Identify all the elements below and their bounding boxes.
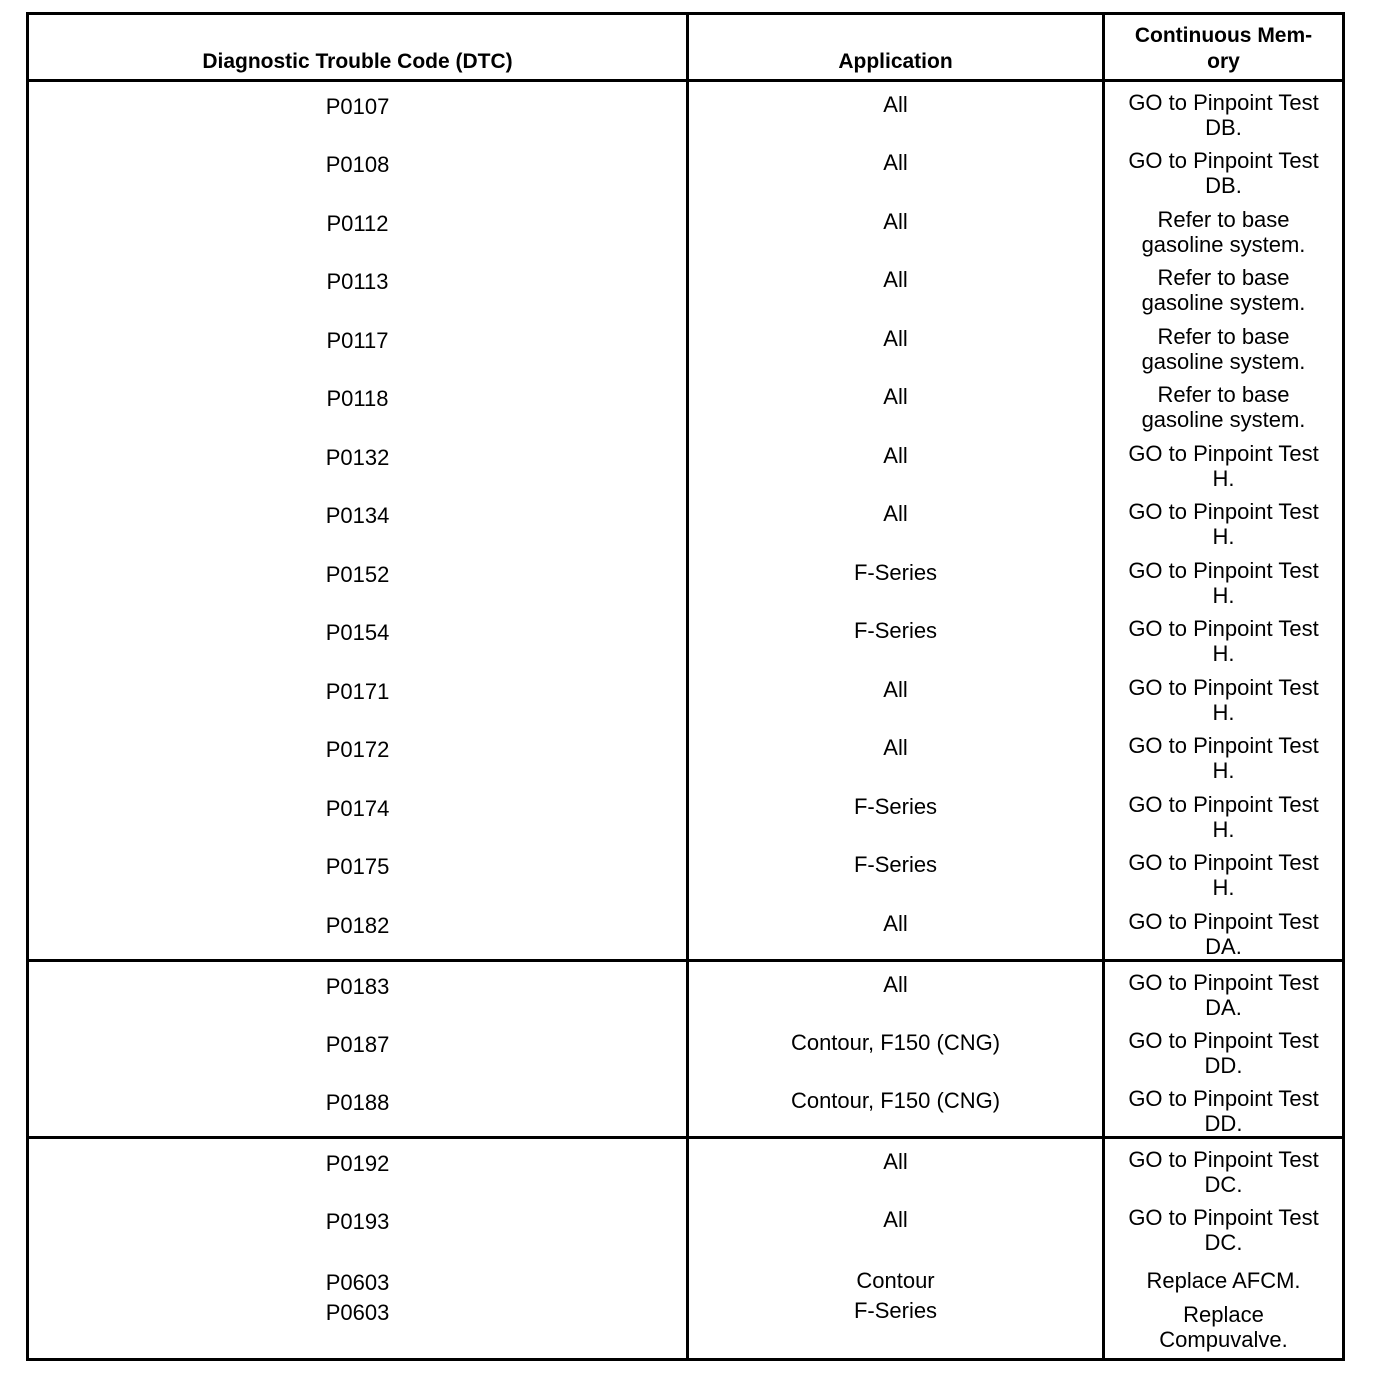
memory-line1: GO to Pinpoint Test <box>1128 499 1319 524</box>
memory-line1: GO to Pinpoint Test <box>1128 674 1319 700</box>
table-row <box>28 81 1344 141</box>
continuous-memory <box>1104 316 1344 375</box>
application: All <box>688 316 1104 375</box>
memory-line2: H. <box>1212 816 1235 842</box>
memory-line1: Replace <box>1183 1301 1264 1327</box>
memory-line2: DB. <box>1205 173 1242 198</box>
table-row <box>28 1138 1344 1198</box>
application: All <box>688 81 1104 141</box>
memory-line1: Refer to base <box>1157 206 1290 232</box>
continuous-memory <box>1104 725 1344 784</box>
memory-line2: H. <box>1212 524 1235 549</box>
table-row <box>28 725 1344 784</box>
dtc-code: P0187 <box>28 1020 688 1079</box>
table-row <box>28 491 1344 550</box>
dtc-code: P0174 <box>28 784 688 843</box>
table-row <box>28 842 1344 901</box>
dtc-code: P0188 <box>28 1078 688 1138</box>
memory-line2: DB. <box>1205 115 1242 140</box>
table-row <box>28 199 1344 258</box>
memory-line1: GO to Pinpoint Test <box>1128 733 1319 758</box>
memory-line1: GO to Pinpoint Test <box>1128 791 1319 817</box>
dtc-code: P0132 <box>28 433 688 492</box>
memory-line1: GO to Pinpoint Test <box>1128 969 1319 995</box>
memory-line2: DD. <box>1204 1052 1243 1078</box>
continuous-memory <box>1104 667 1344 726</box>
memory-line1: GO to Pinpoint Test <box>1128 557 1319 583</box>
table-row <box>28 1078 1344 1138</box>
memory-line2: DD. <box>1204 1111 1243 1136</box>
memory-line2: DA. <box>1205 933 1242 959</box>
dtc-code: P0603 <box>28 1296 688 1360</box>
table-row <box>28 608 1344 667</box>
dtc-code: P0108 <box>28 140 688 199</box>
memory-line1: GO to Pinpoint Test <box>1128 440 1319 466</box>
application: All <box>688 725 1104 784</box>
dtc-code: P0134 <box>28 491 688 550</box>
memory-line2: DC. <box>1204 1230 1243 1255</box>
application: Contour, F150 (CNG) <box>688 1020 1104 1079</box>
continuous-memory <box>1104 1078 1344 1138</box>
dtc-code: P0171 <box>28 667 688 726</box>
header-memory-line2: ory <box>1207 50 1240 73</box>
application: F-Series <box>688 608 1104 667</box>
application: All <box>688 901 1104 961</box>
memory-line1: GO to Pinpoint Test <box>1128 90 1319 115</box>
continuous-memory <box>1104 1256 1344 1296</box>
memory-line2: Compuvalve. <box>1159 1326 1288 1352</box>
dtc-code: P0172 <box>28 725 688 784</box>
dtc-code: P0117 <box>28 316 688 375</box>
application: All <box>688 140 1104 199</box>
application: All <box>688 491 1104 550</box>
continuous-memory <box>1104 140 1344 199</box>
table-row <box>28 1197 1344 1256</box>
header-memory-line1: Continuous Mem- <box>1134 24 1313 47</box>
memory-line2: gasoline system. <box>1141 231 1306 257</box>
memory-line2: H. <box>1212 875 1235 900</box>
application: All <box>688 1197 1104 1256</box>
dtc-code: P0154 <box>28 608 688 667</box>
continuous-memory <box>1104 1296 1344 1360</box>
memory-line1: GO to Pinpoint Test <box>1128 148 1319 173</box>
continuous-memory <box>1104 1138 1344 1198</box>
application: All <box>688 1138 1104 1198</box>
dtc-code: P0183 <box>28 960 688 1020</box>
memory-line2: gasoline system. <box>1141 407 1306 432</box>
memory-line2: H. <box>1212 641 1235 666</box>
continuous-memory <box>1104 374 1344 433</box>
continuous-memory <box>1104 550 1344 609</box>
memory-line2: H. <box>1212 465 1235 491</box>
header-dtc: Diagnostic Trouble Code (DTC) <box>28 14 688 81</box>
table-row <box>28 1020 1344 1079</box>
application: F-Series <box>688 1296 1104 1360</box>
table-row <box>28 1256 1344 1296</box>
memory-line1: GO to Pinpoint Test <box>1128 1205 1319 1230</box>
continuous-memory <box>1104 1020 1344 1079</box>
application: F-Series <box>688 842 1104 901</box>
memory-line1: GO to Pinpoint Test <box>1128 850 1319 875</box>
dtc-code: P0112 <box>28 199 688 258</box>
dtc-code: P0113 <box>28 257 688 316</box>
memory-line2: gasoline system. <box>1141 348 1306 374</box>
memory-line2: DC. <box>1204 1172 1243 1197</box>
memory-line1: Replace AFCM. <box>1146 1267 1301 1293</box>
dtc-code: P0152 <box>28 550 688 609</box>
table-row <box>28 901 1344 961</box>
application: Contour <box>688 1256 1104 1296</box>
dtc-code: P0193 <box>28 1197 688 1256</box>
application: F-Series <box>688 550 1104 609</box>
table-row <box>28 433 1344 492</box>
dtc-code: P0192 <box>28 1138 688 1198</box>
continuous-memory <box>1104 901 1344 961</box>
table-group-3 <box>28 1138 1344 1360</box>
dtc-code: P0182 <box>28 901 688 961</box>
table-row <box>28 374 1344 433</box>
application: All <box>688 199 1104 258</box>
dtc-code: P0107 <box>28 81 688 141</box>
continuous-memory <box>1104 199 1344 258</box>
table-row <box>28 960 1344 1020</box>
application: All <box>688 960 1104 1020</box>
dtc-code: P0603 <box>28 1256 688 1296</box>
header-continuous-memory <box>1104 14 1344 81</box>
memory-line1: Refer to base <box>1157 323 1290 349</box>
application: All <box>688 667 1104 726</box>
continuous-memory <box>1104 1197 1344 1256</box>
continuous-memory <box>1104 433 1344 492</box>
memory-line2: H. <box>1212 582 1235 608</box>
memory-line2: H. <box>1212 699 1235 725</box>
continuous-memory <box>1104 960 1344 1020</box>
application: F-Series <box>688 784 1104 843</box>
continuous-memory <box>1104 257 1344 316</box>
continuous-memory <box>1104 491 1344 550</box>
continuous-memory <box>1104 842 1344 901</box>
memory-line1: GO to Pinpoint Test <box>1128 1086 1319 1111</box>
table-row <box>28 667 1344 726</box>
memory-line1: GO to Pinpoint Test <box>1128 616 1319 641</box>
memory-line1: GO to Pinpoint Test <box>1128 1027 1319 1053</box>
table-row <box>28 784 1344 843</box>
memory-line1: GO to Pinpoint Test <box>1128 1147 1319 1172</box>
table-row <box>28 316 1344 375</box>
dtc-code: P0118 <box>28 374 688 433</box>
application: Contour, F150 (CNG) <box>688 1078 1104 1138</box>
continuous-memory <box>1104 81 1344 141</box>
dtc-code: P0175 <box>28 842 688 901</box>
table-row <box>28 257 1344 316</box>
table-row <box>28 140 1344 199</box>
continuous-memory <box>1104 608 1344 667</box>
application: All <box>688 257 1104 316</box>
memory-line1: Refer to base <box>1157 382 1290 407</box>
memory-line1: Refer to base <box>1157 265 1290 290</box>
table-row <box>28 1296 1344 1360</box>
memory-line2: gasoline system. <box>1141 290 1306 315</box>
dtc-table <box>26 12 1345 1361</box>
memory-line2: H. <box>1212 758 1235 783</box>
table-group-2 <box>28 960 1344 1138</box>
memory-line2: DA. <box>1205 994 1242 1020</box>
application: All <box>688 433 1104 492</box>
memory-line1: GO to Pinpoint Test <box>1128 908 1319 934</box>
table-row <box>28 550 1344 609</box>
application: All <box>688 374 1104 433</box>
table-header <box>28 14 1344 81</box>
continuous-memory <box>1104 784 1344 843</box>
header-application: Application <box>688 14 1104 81</box>
table-group-1 <box>28 81 1344 961</box>
